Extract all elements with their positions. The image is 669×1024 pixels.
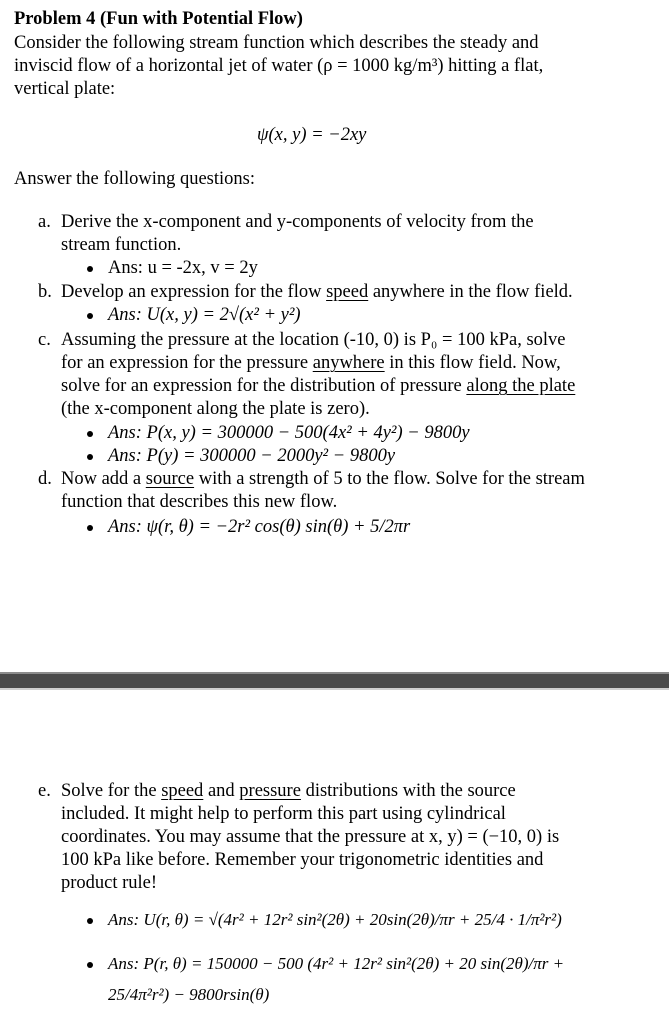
answer-e-1: Ans: U(r, θ) = √(4r² + 12r² sin²(2θ) + 20sin(2θ)/πr + 25/4 · 1/π²r²): [108, 910, 562, 929]
question-e-line-1: Solve for the speed and pressure distributions with the source: [61, 781, 516, 801]
stream-function-equation: ψ(x, y) = −2xy: [257, 125, 367, 145]
bullet-icon: [87, 962, 93, 968]
bullet-icon: [87, 454, 93, 460]
question-a-line-1: Derive the x-component and y-components of velocity from the: [61, 212, 534, 232]
answer-e-2-line-2: 25/4π²r²) − 9800rsin(θ): [108, 985, 270, 1004]
intro-line-2: inviscid flow of a horizontal jet of water (ρ = 1000 kg/m³) hitting a flat,: [14, 56, 544, 76]
question-e-label: e.: [38, 781, 51, 801]
question-a-label: a.: [38, 212, 51, 232]
intro-line-3: vertical plate:: [14, 79, 116, 99]
bullet-icon: [87, 313, 93, 319]
bullet-icon: [87, 431, 93, 437]
question-c-line-3: solve for an expression for the distribution of pressure along the plate: [61, 376, 576, 396]
question-c-line-4: (the x-component along the plate is zero).: [61, 399, 370, 419]
answer-c-2: Ans: P(y) = 300000 − 2000y² − 9800y: [108, 446, 396, 466]
bullet-icon: [87, 525, 93, 531]
problem-title: Problem 4 (Fun with Potential Flow): [14, 9, 303, 29]
question-c-line-1: Assuming the pressure at the location (-10, 0) is P₀ = 100 kPa, solve: [61, 330, 566, 350]
question-e-line-4: 100 kPa like before. Remember your trigonometric identities and: [61, 850, 544, 870]
question-d-line-1: Now add a source with a strength of 5 to the flow. Solve for the stream: [61, 469, 585, 489]
intro-line-1: Consider the following stream function which describes the steady and: [14, 33, 539, 53]
bullet-icon: [87, 266, 93, 272]
question-d-line-2: function that describes this new flow.: [61, 492, 338, 512]
question-b-label: b.: [38, 282, 52, 302]
answer-b: Ans: U(x, y) = 2√(x² + y²): [108, 305, 301, 325]
question-a-line-2: stream function.: [61, 235, 182, 255]
question-e-line-2: included. It might help to perform this part using cylindrical: [61, 804, 506, 824]
question-e-line-5: product rule!: [61, 873, 158, 893]
page-divider: [0, 672, 669, 690]
question-e-line-3: coordinates. You may assume that the pressure at x, y) = (−10, 0) is: [61, 827, 560, 847]
answer-c-1: Ans: P(x, y) = 300000 − 500(4x² + 4y²) − 9800y: [108, 423, 470, 443]
answer-prompt: Answer the following questions:: [14, 169, 255, 189]
answer-d: Ans: ψ(r, θ) = −2r² cos(θ) sin(θ) + 5/2πr: [108, 517, 411, 537]
bullet-icon: [87, 918, 93, 924]
question-b-line-1: Develop an expression for the flow speed anywhere in the flow field.: [61, 282, 573, 302]
answer-e-2-line-1: Ans: P(r, θ) = 150000 − 500 (4r² + 12r² sin²(2θ) + 20 sin(2θ)/πr +: [108, 954, 565, 973]
answer-a: Ans: u = -2x, v = 2y: [108, 258, 258, 278]
question-c-label: c.: [38, 330, 51, 350]
question-d-label: d.: [38, 469, 52, 489]
question-c-line-2: for an expression for the pressure anywhere in this flow field. Now,: [61, 353, 561, 373]
